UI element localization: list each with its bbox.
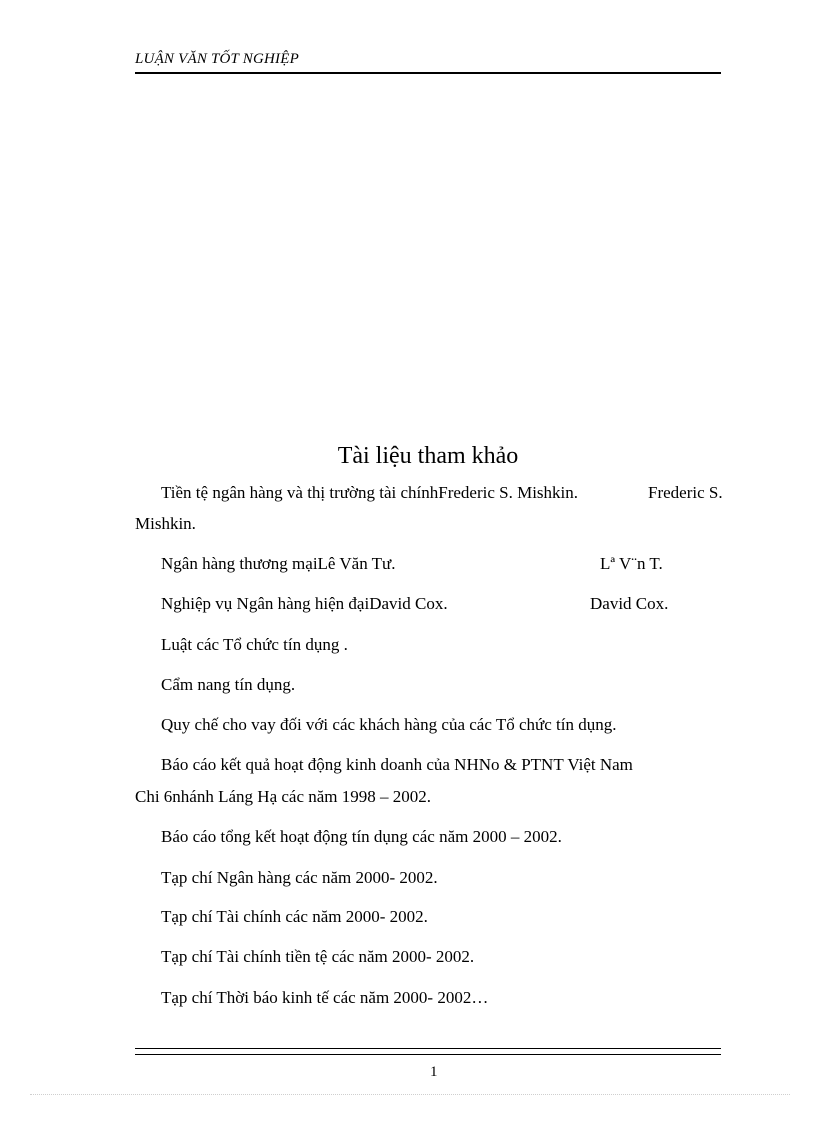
- reference-item: [161, 483, 578, 503]
- reference-title: Báo cáo tổng kết hoạt động tín dụng các năm 2000 – 2002.: [161, 827, 562, 846]
- reference-title: Tạp chí Tài chính tiền tệ các năm 2000- 2002.: [161, 947, 475, 966]
- reference-title: Báo cáo kết quả hoạt động kinh doanh của NHNo & PTNT Việt Nam: [161, 755, 633, 774]
- page-edge-divider: [30, 1094, 790, 1095]
- reference-author: David Cox.: [590, 594, 669, 613]
- reference-item: [161, 868, 438, 888]
- reference-title: Luật các Tổ chức tín dụng .: [161, 635, 348, 654]
- reference-author: Lª V¨n T.: [600, 554, 663, 573]
- reference-item: [161, 675, 295, 695]
- reference-title: Tạp chí Tài chính các năm 2000- 2002.: [161, 907, 428, 926]
- reference-title: Quy chế cho vay đối với các khách hàng của các Tổ chức tín dụng.: [161, 715, 617, 734]
- reference-continuation: Mishkin.: [135, 514, 196, 533]
- reference-title: Nghiệp vụ Ngân hàng hiện đạiDavid Cox.: [161, 594, 448, 613]
- reference-title: Tiền tệ ngân hàng và thị trường tài chínhFrederic S. Mishkin.: [161, 483, 579, 502]
- reference-title: Cẩm nang tín dụng.: [161, 675, 296, 694]
- reference-continuation: Chi 6nhánh Láng Hạ các năm 1998 – 2002.: [135, 787, 432, 806]
- reference-item: [161, 715, 616, 735]
- reference-item: [161, 755, 633, 775]
- reference-item: [161, 907, 428, 927]
- running-header: [135, 50, 721, 74]
- reference-item: [161, 988, 488, 1008]
- reference-item: [161, 635, 348, 655]
- reference-item: [161, 554, 396, 574]
- reference-title: Ngân hàng thương mạiLê Văn Tư.: [161, 554, 396, 573]
- page-number: 1: [430, 1064, 438, 1080]
- reference-title: Tạp chí Thời báo kinh tế các năm 2000- 2002…: [161, 988, 489, 1007]
- section-title: Tài liệu tham khảo: [337, 443, 519, 469]
- running-header-text: LUẬN VĂN TỐT NGHIỆP: [135, 51, 299, 67]
- reference-author: Frederic S.: [648, 483, 723, 502]
- reference-item: [161, 827, 562, 847]
- reference-item: [161, 594, 448, 614]
- footer-divider: [135, 1048, 721, 1055]
- reference-item: [161, 947, 474, 967]
- reference-title: Tạp chí Ngân hàng các năm 2000- 2002.: [161, 868, 438, 887]
